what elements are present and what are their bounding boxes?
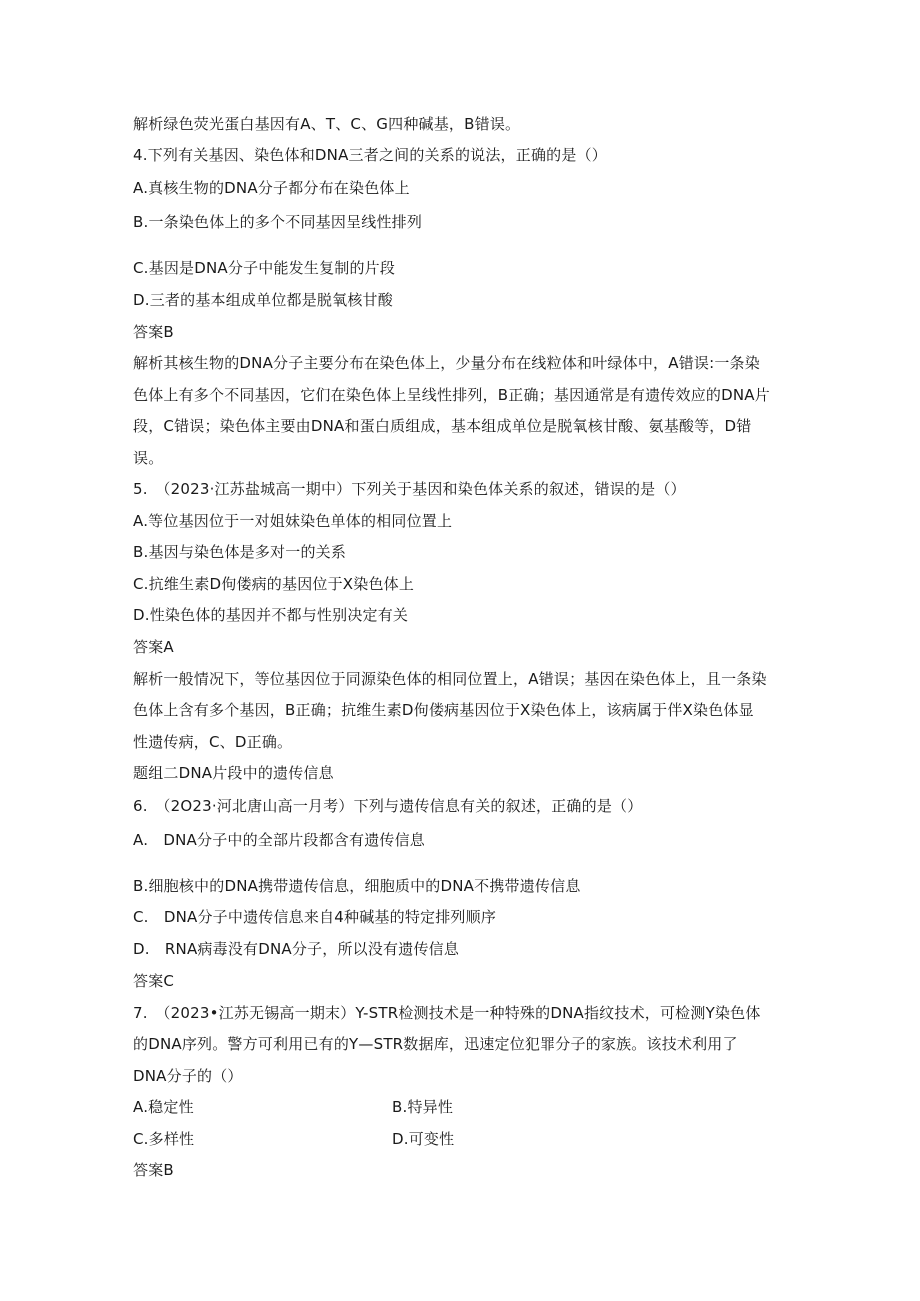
- question-5-answer: 答案A: [133, 638, 174, 656]
- question-4-explanation: 段，C错误；染色体主要由DNA和蛋白质组成，基本组成单位是脱氧核甘酸、氨基酸等，D错: [133, 417, 752, 435]
- question-4-explanation: 色体上有多个不同基因，它们在染色体上呈线性排列，B正确；基因通常是有遗传效应的DNA片: [133, 386, 770, 404]
- question-5-option-d: D.性染色体的基因并不都与性别决定有关: [133, 606, 409, 624]
- question-5-option-a: A.等位基因位于一对姐妹染色单体的相同位置上: [133, 512, 453, 530]
- question-6-stem: 6. （2O23·河北唐山高一月考）下列与遗传信息有关的叙述，正确的是（）: [133, 797, 643, 815]
- question-4-explanation: 解析其核生物的DNA分子主要分布在染色体上，少量分布在线粒体和叶绿体中，A错误:一条染: [133, 354, 760, 372]
- question-6-option-c: C. DNA分子中遗传信息来自4种碱基的特定排列顺序: [133, 908, 497, 926]
- question-4-stem: 4.下列有关基因、染色体和DNA三者之间的关系的说法，正确的是（）: [133, 146, 607, 164]
- question-7-option-d: D.可变性: [392, 1130, 455, 1148]
- question-5-explanation: 性遗传病，C、D正确。: [133, 733, 293, 751]
- question-5-explanation: 色体上含有多个基因，B正确；抗维生素D佝偻病基因位于X染色体上，该病属于伴X染色体显: [133, 701, 754, 719]
- question-7-answer: 答案B: [133, 1161, 174, 1179]
- question-7-option-b: B.特异性: [392, 1098, 454, 1116]
- question-4-option-a: A.真核生物的DNA分子都分布在染色体上: [133, 179, 410, 197]
- question-7-option-c: C.多样性: [133, 1130, 195, 1148]
- question-5-stem: 5. （2023·江苏盐城高一期中）下列关于基因和染色体关系的叙述，错误的是（）: [133, 480, 686, 498]
- question-4-answer: 答案B: [133, 323, 174, 341]
- question-6-answer: 答案C: [133, 972, 175, 990]
- question-4-option-b: B.一条染色体上的多个不同基因呈线性排列: [133, 213, 423, 231]
- question-4-option-c: C.基因是DNA分子中能发生复制的片段: [133, 259, 396, 277]
- question-6-option-b: B.细胞核中的DNA携带遗传信息，细胞质中的DNA不携带遗传信息: [133, 877, 581, 895]
- question-4-option-d: D.三者的基本组成单位都是脱氧核甘酸: [133, 291, 393, 309]
- question-7-stem: 的DNA序列。警方可利用已有的Y—STR数据库，迅速定位犯罪分子的家族。该技术利用了: [133, 1035, 738, 1053]
- question-5-option-b: B.基因与染色体是多对一的关系: [133, 543, 347, 561]
- question-7-option-a: A.稳定性: [133, 1098, 194, 1116]
- text-line: 解析绿色荧光蛋白基因有A、T、C、G四种碱基，B错误。: [133, 115, 521, 133]
- section-heading: 题组二DNA片段中的遗传信息: [133, 764, 334, 782]
- question-7-stem: 7. （2023•江苏无锡高一期末）Y-STR检测技术是一种特殊的DNA指纹技术，可检测Y染色体: [133, 1004, 761, 1022]
- question-5-explanation: 解析一般情况下，等位基因位于同源染色体的相同位置上，A错误；基因在染色体上，且一条染: [133, 670, 767, 688]
- question-5-option-c: C.抗维生素D佝偻病的基因位于X染色体上: [133, 575, 415, 593]
- question-6-option-a: A. DNA分子中的全部片段都含有遗传信息: [133, 831, 425, 849]
- question-6-option-d: D. RNA病毒没有DNA分子，所以没有遗传信息: [133, 940, 460, 958]
- question-7-stem: DNA分子的（）: [133, 1067, 243, 1085]
- question-4-explanation: 误。: [133, 449, 164, 467]
